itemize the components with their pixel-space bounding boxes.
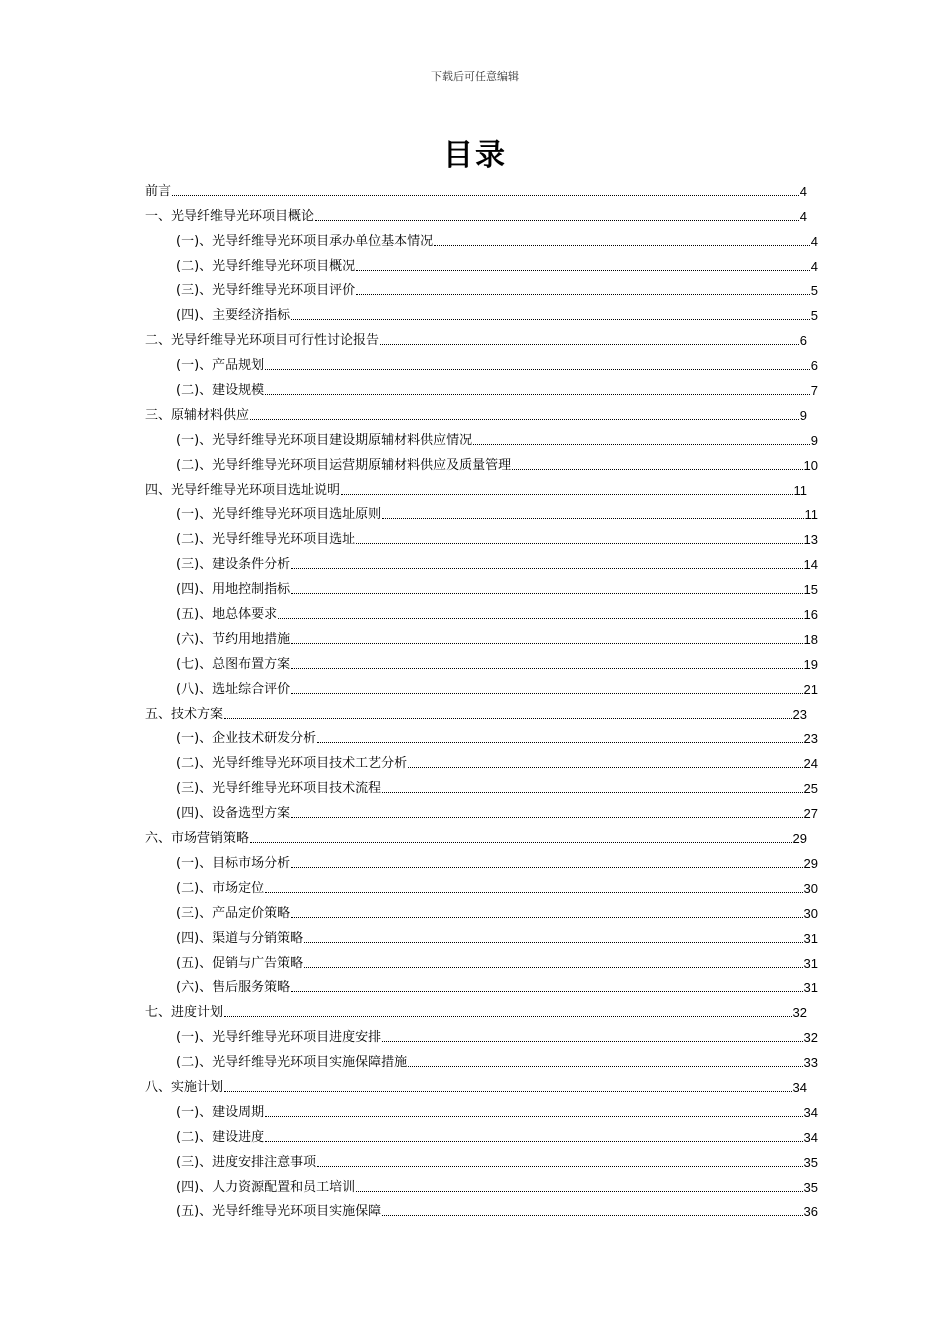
toc-entry-label: (二)、光导纤维导光环项目运营期原辅材料供应及质量管理 [176, 457, 512, 473]
toc-entry[interactable] [145, 649, 818, 674]
toc-entry[interactable] [145, 748, 818, 773]
toc-dot-leader [317, 742, 802, 743]
toc-entry-page-number: 29 [792, 831, 807, 847]
toc-entry[interactable] [145, 674, 818, 699]
toc-entry-page-number: 32 [792, 1005, 807, 1021]
toc-entry-page-number: 11 [793, 482, 807, 498]
toc-entry-page-number: 6 [799, 333, 807, 349]
toc-entry-page-number: 21 [803, 681, 818, 697]
toc-dot-leader [356, 543, 802, 544]
toc-entry-page-number: 35 [803, 1154, 818, 1170]
toc-entry[interactable] [145, 798, 818, 823]
toc-entry-label: (二)、光导纤维导光环项目技术工艺分析 [176, 756, 408, 772]
toc-entry-label: (五)、地总体要求 [176, 607, 278, 623]
toc-entry-page-number: 9 [810, 432, 818, 448]
toc-dot-leader [341, 494, 792, 495]
toc-entry-label: (一)、光导纤维导光环项目选址原则 [176, 507, 382, 523]
toc-entry[interactable] [145, 524, 818, 549]
toc-entry-page-number: 25 [803, 781, 818, 797]
toc-entry-label: (三)、光导纤维导光环项目评价 [176, 283, 356, 299]
toc-dot-leader [512, 469, 802, 470]
toc-entry[interactable] [145, 1122, 818, 1147]
toc-dot-leader [265, 1116, 802, 1117]
toc-entry-page-number: 13 [803, 532, 818, 548]
toc-entry-page-number: 27 [803, 806, 818, 822]
toc-entry-label: (八)、选址综合评价 [176, 681, 291, 697]
toc-entry-page-number: 4 [810, 233, 818, 249]
toc-dot-leader [291, 867, 802, 868]
toc-entry-page-number: 31 [803, 955, 818, 971]
toc-entry-page-number: 14 [803, 557, 818, 573]
toc-dot-leader [356, 1191, 802, 1192]
toc-dot-leader [291, 593, 802, 594]
toc-entry-page-number: 4 [799, 183, 807, 199]
toc-entry-page-number: 9 [799, 407, 807, 423]
toc-entry[interactable] [145, 425, 818, 450]
toc-entry-label: (一)、光导纤维导光环项目承办单位基本情况 [176, 233, 434, 249]
toc-entry-page-number: 32 [803, 1030, 818, 1046]
toc-entry-page-number: 34 [803, 1104, 818, 1120]
toc-dot-leader [291, 693, 802, 694]
toc-entry[interactable] [145, 898, 818, 923]
toc-entry-label: 六、市场营销策略 [145, 831, 250, 847]
toc-entry[interactable] [145, 201, 807, 226]
toc-dot-leader [317, 1166, 802, 1167]
toc-entry-page-number: 24 [803, 756, 818, 772]
toc-dot-leader [291, 917, 802, 918]
toc-entry-page-number: 34 [803, 1129, 818, 1145]
toc-entry-label: 一、光导纤维导光环项目概论 [145, 208, 315, 224]
toc-entry-page-number: 35 [803, 1179, 818, 1195]
toc-entry[interactable] [145, 1172, 818, 1197]
toc-entry[interactable] [145, 276, 818, 301]
toc-entry-label: (三)、进度安排注意事项 [176, 1154, 317, 1170]
toc-dot-leader [408, 1066, 802, 1067]
toc-dot-leader [473, 444, 810, 445]
toc-entry-label: (二)、建设进度 [176, 1129, 265, 1145]
toc-entry-page-number: 18 [803, 631, 818, 647]
toc-entry-page-number: 31 [803, 980, 818, 996]
toc-dot-leader [304, 942, 802, 943]
toc-entry-page-number: 34 [792, 1079, 807, 1095]
toc-entry-label: (二)、市场定位 [176, 880, 265, 896]
toc-dot-leader [250, 842, 792, 843]
toc-dot-leader [172, 195, 799, 196]
toc-entry[interactable] [145, 500, 818, 525]
toc-entry-page-number: 5 [810, 308, 818, 324]
toc-entry-label: (五)、促销与广告策略 [176, 955, 304, 971]
toc-dot-leader [434, 245, 810, 246]
toc-entry-label: (二)、建设规模 [176, 383, 265, 399]
toc-entry-page-number: 4 [810, 258, 818, 274]
toc-entry[interactable] [145, 873, 818, 898]
toc-dot-leader [291, 643, 802, 644]
toc-entry-page-number: 29 [803, 855, 818, 871]
header-note: 下载后可任意编辑 [431, 70, 519, 83]
toc-entry-page-number: 15 [803, 582, 818, 598]
toc-entry[interactable] [145, 574, 818, 599]
toc-entry-label: 四、光导纤维导光环项目选址说明 [145, 482, 341, 498]
toc-dot-leader [408, 767, 802, 768]
toc-dot-leader [265, 369, 810, 370]
toc-entry-label: (二)、光导纤维导光环项目实施保障措施 [176, 1055, 408, 1071]
toc-entry[interactable] [145, 848, 818, 873]
toc-entry[interactable] [145, 997, 807, 1022]
toc-dot-leader [291, 568, 802, 569]
toc-entry-label: (一)、建设周期 [176, 1104, 265, 1120]
toc-entry-page-number: 33 [803, 1055, 818, 1071]
toc-dot-leader [380, 344, 799, 345]
toc-dot-leader [224, 718, 792, 719]
toc-dot-leader [291, 817, 802, 818]
table-of-contents [145, 176, 818, 1221]
toc-entry-label: (一)、产品规划 [176, 358, 265, 374]
toc-entry-label: (三)、建设条件分析 [176, 557, 291, 573]
toc-entry[interactable] [145, 773, 818, 798]
toc-dot-leader [304, 967, 802, 968]
toc-dot-leader [382, 1215, 802, 1216]
toc-entry-label: (四)、渠道与分销策略 [176, 930, 304, 946]
toc-entry-page-number: 6 [810, 358, 818, 374]
toc-entry-label: (四)、设备选型方案 [176, 806, 291, 822]
toc-entry-page-number: 10 [803, 457, 818, 473]
toc-entry[interactable] [145, 350, 818, 375]
toc-dot-leader [382, 518, 803, 519]
toc-entry-label: (四)、用地控制指标 [176, 582, 291, 598]
toc-dot-leader [265, 892, 802, 893]
toc-dot-leader [265, 394, 810, 395]
toc-entry-label: 五、技术方案 [145, 706, 224, 722]
toc-entry[interactable] [145, 176, 807, 201]
toc-dot-leader [224, 1091, 792, 1092]
toc-entry-label: 二、光导纤维导光环项目可行性讨论报告 [145, 333, 380, 349]
toc-entry-label: (一)、光导纤维导光环项目进度安排 [176, 1030, 382, 1046]
toc-dot-leader [356, 294, 810, 295]
toc-entry[interactable] [145, 375, 818, 400]
toc-entry[interactable] [145, 1047, 818, 1072]
toc-entry-label: 三、原辅材料供应 [145, 407, 250, 423]
toc-entry-page-number: 36 [803, 1204, 818, 1220]
toc-entry-label: 七、进度计划 [145, 1005, 224, 1021]
toc-entry[interactable] [145, 1147, 818, 1172]
toc-entry-page-number: 7 [810, 383, 818, 399]
toc-entry-page-number: 30 [803, 905, 818, 921]
toc-entry-label: (二)、光导纤维导光环项目概况 [176, 258, 356, 274]
toc-entry[interactable] [145, 973, 818, 998]
toc-entry[interactable] [145, 923, 818, 948]
toc-dot-leader [291, 991, 802, 992]
toc-entry[interactable] [145, 1097, 818, 1122]
toc-entry[interactable] [145, 599, 818, 624]
toc-entry[interactable] [145, 325, 807, 350]
toc-entry-label: (五)、光导纤维导光环项目实施保障 [176, 1204, 382, 1220]
toc-entry-label: (一)、光导纤维导光环项目建设期原辅材料供应情况 [176, 432, 473, 448]
toc-dot-leader [291, 319, 810, 320]
toc-entry-label: (二)、光导纤维导光环项目选址 [176, 532, 356, 548]
toc-dot-leader [278, 618, 802, 619]
toc-dot-leader [291, 668, 802, 669]
toc-dot-leader [382, 1041, 802, 1042]
toc-entry-label: (三)、光导纤维导光环项目技术流程 [176, 781, 382, 797]
toc-entry-page-number: 19 [803, 656, 818, 672]
toc-entry[interactable] [145, 450, 818, 475]
page-title: 目录 [443, 138, 507, 173]
toc-entry[interactable] [145, 400, 807, 425]
toc-entry[interactable] [145, 226, 818, 251]
toc-entry[interactable] [145, 823, 807, 848]
toc-entry[interactable] [145, 300, 818, 325]
toc-entry[interactable] [145, 724, 818, 749]
toc-dot-leader [265, 1141, 802, 1142]
toc-entry[interactable] [145, 1197, 818, 1222]
toc-entry-label: (一)、企业技术研发分析 [176, 731, 317, 747]
toc-dot-leader [356, 270, 810, 271]
toc-entry[interactable] [145, 475, 807, 500]
toc-entry[interactable] [145, 1022, 818, 1047]
toc-entry-page-number: 16 [803, 607, 818, 623]
toc-entry[interactable] [145, 251, 818, 276]
toc-entry-page-number: 11 [804, 507, 818, 523]
toc-entry-label: (四)、人力资源配置和员工培训 [176, 1179, 356, 1195]
toc-entry-label: (六)、节约用地措施 [176, 631, 291, 647]
toc-entry-page-number: 4 [799, 208, 807, 224]
toc-entry-page-number: 30 [803, 880, 818, 896]
toc-entry-label: (六)、售后服务策略 [176, 980, 291, 996]
toc-entry[interactable] [145, 624, 818, 649]
toc-dot-leader [224, 1016, 792, 1017]
toc-entry-label: 前言 [145, 183, 172, 199]
toc-entry-page-number: 31 [803, 930, 818, 946]
toc-entry-label: (一)、目标市场分析 [176, 855, 291, 871]
toc-entry-page-number: 23 [803, 731, 818, 747]
toc-entry[interactable] [145, 549, 818, 574]
toc-dot-leader [382, 792, 802, 793]
toc-entry-label: 八、实施计划 [145, 1079, 224, 1095]
toc-entry[interactable] [145, 948, 818, 973]
toc-entry[interactable] [145, 699, 807, 724]
toc-dot-leader [250, 419, 799, 420]
toc-entry-label: (三)、产品定价策略 [176, 905, 291, 921]
toc-entry-page-number: 5 [810, 283, 818, 299]
toc-dot-leader [315, 220, 799, 221]
toc-entry[interactable] [145, 1072, 807, 1097]
toc-entry-label: (四)、主要经济指标 [176, 308, 291, 324]
toc-entry-label: (七)、总图布置方案 [176, 656, 291, 672]
toc-entry-page-number: 23 [792, 706, 807, 722]
